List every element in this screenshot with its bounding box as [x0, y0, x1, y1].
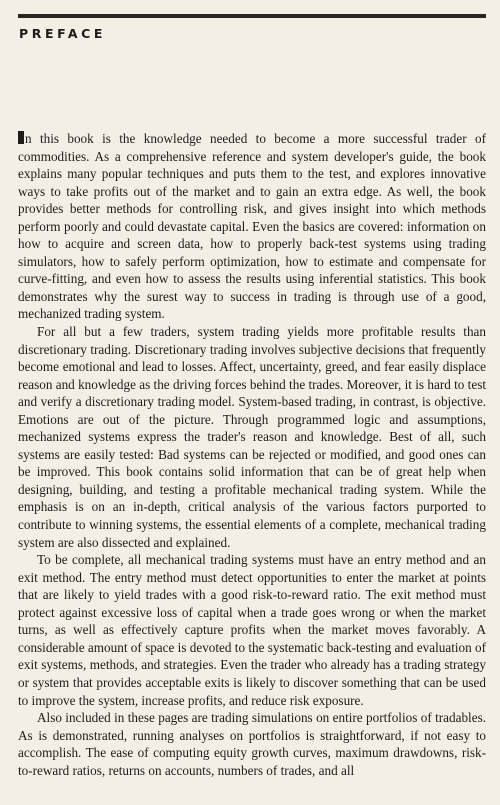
header-rule	[18, 14, 486, 18]
paragraph-1-text: n this book is the knowledge needed to become a more successful trader of commodities. As a comprehensive reference and system developer's guide, the book explains many popular techniques and puts them to the test, and explores innovative ways to take profits out of the market and to gain an extra edge. As well, the book provides better methods for controlling risk, and gives insight into which methods perform poorly and could devastate capital. Even the basics are covered: information on how to acquire and screen data, how to properly back-test systems using trading simulators, how to safely perform optimization, how to estimate and compensate for curve-fitting, and even how to assess the results using inferential statistics. This book demonstrates why the surest way to success in trading is through use of a good, mechanized trading system.	[18, 131, 486, 322]
paragraph-4: Also included in these pages are trading simulations on entire portfolios of tradables. As is demonstrated, running analyses on portfolios is straightforward, if not easy to accomplish. The ease of computing equity growth curves, maximum drawdowns, risk-to-reward ratios, returns on accounts, numbers of trades, and all	[18, 710, 486, 778]
paragraph-2: For all but a few traders, system trading yields more profitable results than discretionary trading. Discretionary trading involves subjective decisions that frequently become emotional and lead to losses. Affect, uncertainty, greed, and fear easily displace reason and knowledge as the driving forces behind the trades. Moreover, it is hard to test and verify a discretionary trading model. System-based trading, in contrast, is objective. Emotions are out of the picture. Through programmed logic and assumptions, mechanized systems express the trader's reason and knowledge. Best of all, such systems are easily tested: Bad systems can be rejected or modified, and good ones can be improved. This book contains solid information that can be of great help when designing, building, and testing a profitable mechanical trading system. While the emphasis is on an in-depth, critical analysis of the various factors purported to contribute to winning systems, the essential elements of a complete, mechanical trading system are also dissected and explained.	[18, 324, 486, 550]
page-heading: PREFACE	[19, 26, 107, 41]
body-text	[18, 130, 486, 779]
paragraph-3: To be complete, all mechanical trading systems must have an entry method and an exit method. The entry method must detect opportunities to enter the market at points that are likely to yield trades with a good risk-to-reward ratio. The exit method must protect against excessive loss of capital when a trade goes wrong or when the market turns, as well as effectively capture profits when the market moves favorably. A considerable amount of space is devoted to the systematic back-testing and evaluation of exit systems, methods, and strategies. Even the trader who already has a trading strategy or system that provides acceptable exits is likely to discover something that can be used to improve the system, increase profits, and reduce risk exposure.	[18, 552, 487, 708]
drop-cap-mark	[18, 131, 24, 144]
paragraph-1	[18, 130, 486, 323]
